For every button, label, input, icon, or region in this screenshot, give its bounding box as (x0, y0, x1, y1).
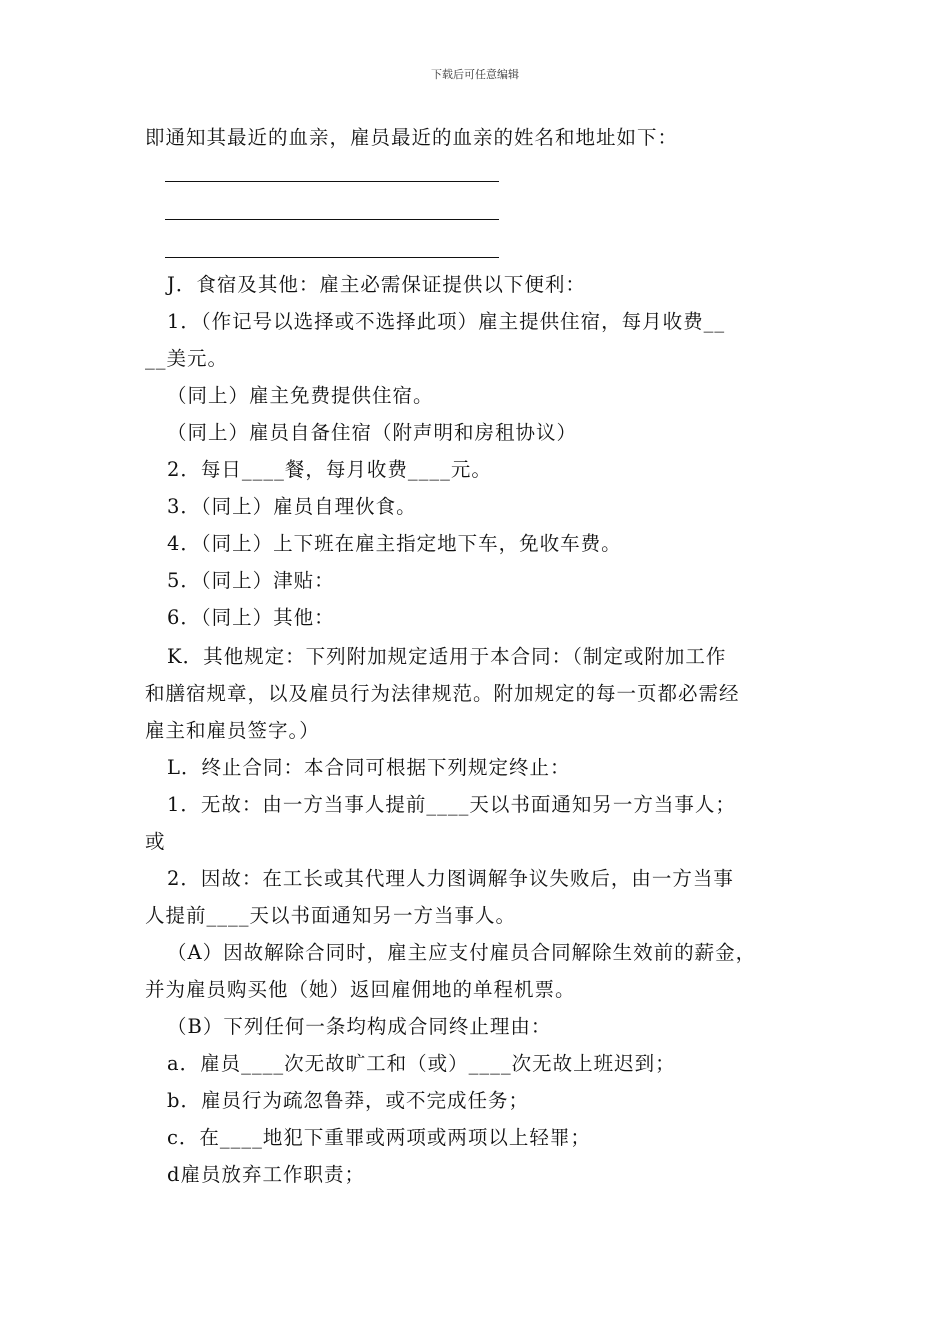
paragraph-line: __美元。 (145, 347, 229, 370)
list-item: 1．（作记号以选择或不选择此项）雇主提供住宿，每月收费__ (167, 310, 726, 333)
paragraph-line: 和膳宿规章，以及雇员行为法律规范。附加规定的每一页都必需经 (145, 682, 740, 705)
blank-line (165, 219, 499, 220)
list-item: a．雇员____次无故旷工和（或）____次无故上班迟到； (167, 1052, 676, 1075)
list-item: 5．（同上）津贴： (167, 569, 335, 592)
list-item: 6．（同上）其他： (167, 606, 335, 629)
list-item: （A）因故解除合同时，雇主应支付雇员合同解除生效前的薪金， (167, 941, 757, 964)
list-item: （B）下列任何一条均构成合同终止理由： (167, 1015, 552, 1038)
list-item: 3．（同上）雇员自理伙食。 (167, 495, 417, 518)
paragraph-line: 即通知其最近的血亲，雇员最近的血亲的姓名和地址如下： (145, 126, 679, 149)
paragraph-line: 雇主和雇员签字。） (145, 719, 320, 742)
page-header: 下载后可任意编辑 (431, 68, 519, 81)
list-item: （同上）雇员自备住宿（附声明和房租协议） (167, 421, 578, 444)
list-item: 2．每日____餐，每月收费____元。 (167, 458, 492, 481)
blank-line (165, 181, 499, 182)
list-item: 1．无故：由一方当事人提前____天以书面通知另一方当事人； (167, 793, 736, 816)
section-heading-j: J．食宿及其他：雇主必需保证提供以下便利： (167, 273, 586, 296)
list-item: b．雇员行为疏忽鲁莽，或不完成任务； (167, 1089, 529, 1112)
list-item: 2．因故：在工长或其代理人力图调解争议失败后，由一方当事 (167, 867, 734, 890)
section-heading-l: L．终止合同：本合同可根据下列规定终止： (167, 756, 571, 779)
section-heading-k: K．其他规定：下列附加规定适用于本合同：（制定或附加工作 (167, 645, 727, 668)
list-item: c．在____地犯下重罪或两项或两项以上轻罪； (167, 1126, 591, 1149)
list-item: d雇员放弃工作职责； (167, 1163, 365, 1186)
list-item: 4．（同上）上下班在雇主指定地下车，免收车费。 (167, 532, 622, 555)
paragraph-line: 人提前____天以书面通知另一方当事人。 (145, 904, 517, 927)
paragraph-line: 并为雇员购买他（她）返回雇佣地的单程机票。 (145, 978, 576, 1001)
paragraph-line: 或 (145, 830, 166, 853)
blank-line (165, 257, 499, 258)
list-item: （同上）雇主免费提供住宿。 (167, 384, 434, 407)
